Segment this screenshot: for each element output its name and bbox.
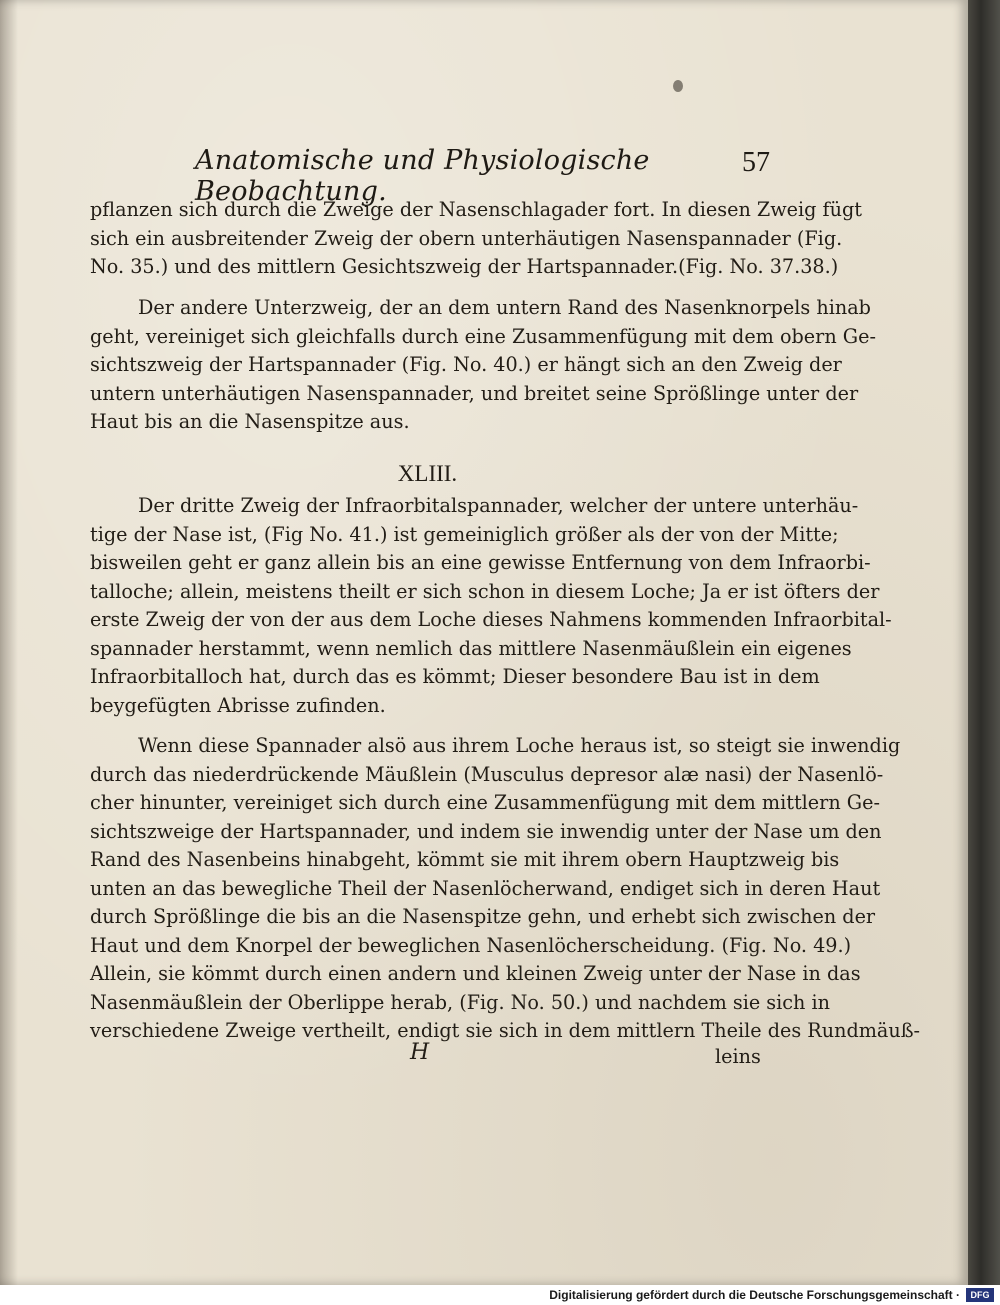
paragraph-4: [90, 732, 921, 1046]
text-line: beygefügten Abrisse zufinden.: [90, 693, 386, 717]
text-line: erste Zweig der von der aus dem Loche dieses Nahmens kommenden Infraorbital-: [90, 608, 892, 631]
text-line: durch Sprößlinge die bis an die Nasenspitze gehn, und erhebt sich zwischen der: [90, 905, 876, 928]
text-line: Haut und dem Knorpel der beweglichen Nasenlöcherscheidung. (Fig. No. 49.): [90, 933, 852, 957]
text-line: durch das niederdrückende Mäußlein (Musculus depresor alæ nasi) der Nasenlö-: [90, 762, 884, 786]
dfg-logo: DFG: [966, 1288, 994, 1302]
section-heading: XLIII.: [397, 461, 458, 486]
text-line: sichtszweig der Hartspannader (Fig. No. 40.) er hängt sich an den Zweig der: [90, 353, 842, 376]
paragraph-1: [90, 196, 862, 282]
book-edge: [968, 0, 1000, 1285]
page-number: 57: [742, 147, 770, 178]
paragraph-3: [90, 492, 892, 720]
text-line: Der andere Unterzweig, der an dem untern Rand des Nasenknorpels hinab: [138, 296, 871, 319]
paragraph-2: [90, 294, 876, 437]
text-line: Infraorbitalloch hat, durch das es kömmt; Dieser besondere Bau ist in dem: [90, 665, 820, 688]
text-line: talloche; allein, meistens theilt er sich schon in diesem Loche; Ja er ist öfters der: [90, 579, 880, 603]
text-line: pflanzen sich durch die Zweige der Nasenschlagader fort. In diesen Zweig fügt: [90, 198, 862, 221]
text-line: Der dritte Zweig der Infraorbitalspannader, welcher der untere unterhäu-: [138, 494, 859, 517]
catchword: leins: [715, 1045, 761, 1068]
footer-credit: Digitalisierung gefördert durch die Deutsche Forschungsgemeinschaft ·: [549, 1288, 960, 1302]
text-line: cher hinunter, vereiniget sich durch eine Zusammenfügung mit dem mittlern Ge-: [90, 791, 880, 814]
text-line: untern unterhäutigen Nasenspannader, und breitet seine Sprößlinge unter der: [90, 381, 859, 405]
section-heading-wrap: [90, 460, 765, 494]
text-line: Rand des Nasenbeins hinabgeht, kömmt sie mit ihrem obern Hauptzweig bis: [90, 848, 840, 871]
text-line: spannader herstammt, wenn nemlich das mittlere Nasenmäußlein ein eigenes: [90, 636, 852, 660]
text-line: tige der Nase ist, (Fig No. 41.) ist gemeiniglich größer als der von der Mitte;: [90, 522, 839, 546]
running-head: Anatomische und Physiologische Beobachtung.: [195, 145, 650, 207]
signature-mark: H: [410, 1040, 430, 1065]
text-line: Wenn diese Spannader alsö aus ihrem Loche heraus ist, so steigt sie inwendig: [138, 734, 901, 757]
text-line: Haut bis an die Nasenspitze aus.: [90, 410, 410, 433]
text-line: verschiedene Zweige vertheilt, endigt sie sich in dem mittlern Theile des Rundmäuß-: [90, 1019, 921, 1042]
text-line: unten an das bewegliche Theil der Nasenlöcherwand, endiget sich in deren Haut: [90, 876, 881, 900]
text-line: Nasenmäußlein der Oberlippe herab, (Fig. No. 50.) und nachdem sie sich in: [90, 990, 830, 1014]
text-line: No. 35.) und des mittlern Gesichtszweig der Hartspannader.(Fig. No. 37.38.): [90, 255, 839, 278]
text-line: sichtszweige der Hartspannader, und indem sie inwendig unter der Nase um den: [90, 819, 882, 843]
text-line: bisweilen geht er ganz allein bis an eine gewisse Entfernung von dem Infraorbi-: [90, 551, 871, 574]
page-header: [195, 145, 770, 207]
text-line: Allein, sie kömmt durch einen andern und kleinen Zweig unter der Nase in das: [90, 962, 861, 985]
text-line: geht, vereiniget sich gleichfalls durch eine Zusammenfügung mit dem obern Ge-: [90, 324, 876, 348]
digitization-footer: [0, 1285, 1000, 1305]
text-line: sich ein ausbreitender Zweig der obern unterhäutigen Nasenspannader (Fig.: [90, 226, 843, 250]
ink-spot: [673, 80, 683, 92]
spine-shadow: [0, 0, 18, 1285]
